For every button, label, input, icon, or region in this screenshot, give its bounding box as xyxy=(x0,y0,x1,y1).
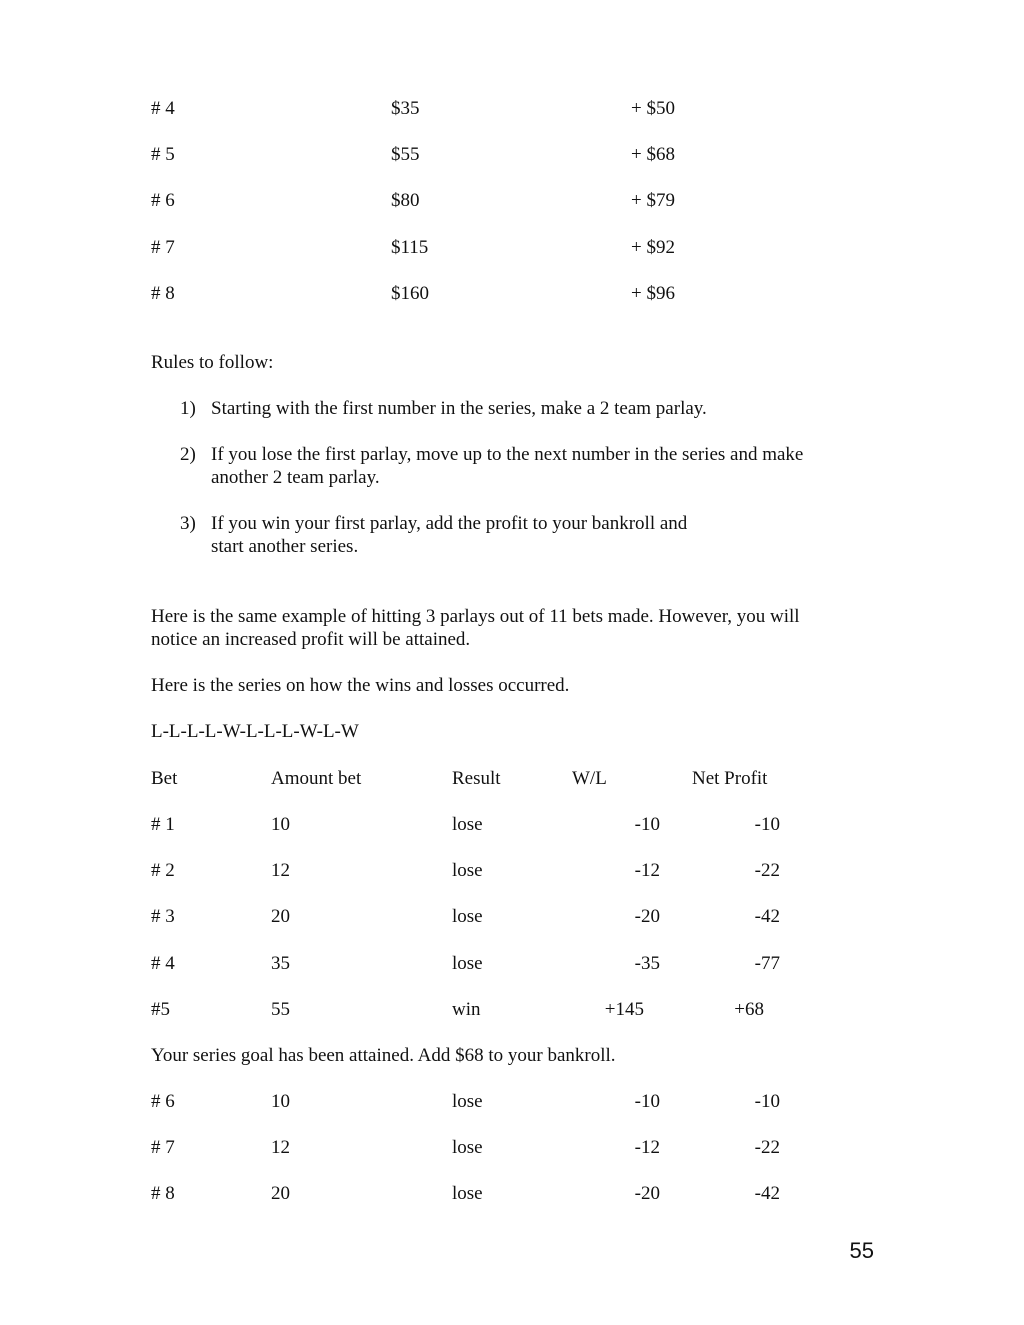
cell-wl: -20 xyxy=(634,906,660,927)
cell-bet: # 2 xyxy=(151,860,175,881)
cell-bet: # 6 xyxy=(151,1091,175,1112)
win-loss-sequence: L-L-L-L-W-L-L-L-W-L-W xyxy=(151,721,359,742)
cell-result: lose xyxy=(452,1137,483,1158)
rule-number: 3) xyxy=(180,513,196,534)
cell-bet: # 1 xyxy=(151,814,175,835)
cell-wl: +145 xyxy=(604,999,644,1020)
cell-net: -42 xyxy=(754,1183,780,1204)
rule-text-continued: another 2 team parlay. xyxy=(211,467,380,488)
example-paragraph-line: notice an increased profit will be attained. xyxy=(151,629,471,650)
cell-amount: 35 xyxy=(271,953,290,974)
series-amount: $160 xyxy=(391,283,429,304)
rules-heading: Rules to follow: xyxy=(151,352,274,373)
series-profit: + $92 xyxy=(631,237,675,258)
cell-bet: # 4 xyxy=(151,953,175,974)
cell-amount: 20 xyxy=(271,906,290,927)
cell-result: lose xyxy=(452,1091,483,1112)
cell-wl: -12 xyxy=(634,1137,660,1158)
header-bet: Bet xyxy=(151,768,178,789)
rule-number: 1) xyxy=(180,398,196,419)
cell-wl: -10 xyxy=(634,1091,660,1112)
cell-bet: # 7 xyxy=(151,1137,175,1158)
cell-result: lose xyxy=(452,1183,483,1204)
header-result: Result xyxy=(452,768,501,789)
cell-net: -42 xyxy=(754,906,780,927)
series-profit: + $96 xyxy=(631,283,675,304)
cell-net: -22 xyxy=(754,1137,780,1158)
rule-text-continued: start another series. xyxy=(211,536,359,557)
series-amount: $80 xyxy=(391,190,420,211)
page-number: 55 xyxy=(849,1238,874,1263)
series-bet: # 4 xyxy=(151,98,175,119)
series-intro: Here is the series on how the wins and losses occurred. xyxy=(151,675,570,696)
header-net-profit: Net Profit xyxy=(692,768,768,789)
cell-result: lose xyxy=(452,906,483,927)
cell-wl: -10 xyxy=(634,814,660,835)
series-profit: + $68 xyxy=(631,144,675,165)
cell-amount: 10 xyxy=(271,1091,290,1112)
cell-result: lose xyxy=(452,860,483,881)
rule-text: If you win your first parlay, add the profit to your bankroll and xyxy=(211,513,688,534)
cell-result: lose xyxy=(452,953,483,974)
series-amount: $35 xyxy=(391,98,420,119)
cell-net: -77 xyxy=(754,953,780,974)
series-amount: $55 xyxy=(391,144,420,165)
cell-net: -10 xyxy=(754,814,780,835)
cell-net: +68 xyxy=(734,999,764,1020)
goal-note: Your series goal has been attained. Add $68 to your bankroll. xyxy=(151,1045,616,1066)
cell-bet: #5 xyxy=(151,999,170,1020)
cell-amount: 10 xyxy=(271,814,290,835)
rule-text: If you lose the first parlay, move up to the next number in the series and make xyxy=(211,444,804,465)
example-paragraph-line: Here is the same example of hitting 3 parlays out of 11 bets made. However, you will xyxy=(151,606,800,627)
series-bet: # 5 xyxy=(151,144,175,165)
series-bet: # 7 xyxy=(151,237,175,258)
cell-wl: -35 xyxy=(634,953,660,974)
series-bet: # 6 xyxy=(151,190,175,211)
cell-amount: 20 xyxy=(271,1183,290,1204)
cell-net: -22 xyxy=(754,860,780,881)
cell-amount: 12 xyxy=(271,860,290,881)
series-profit: + $79 xyxy=(631,190,675,211)
cell-amount: 55 xyxy=(271,999,290,1020)
series-bet: # 8 xyxy=(151,283,175,304)
cell-wl: -20 xyxy=(634,1183,660,1204)
series-amount: $115 xyxy=(391,237,429,258)
rule-number: 2) xyxy=(180,444,196,465)
cell-bet: # 3 xyxy=(151,906,175,927)
header-amount: Amount bet xyxy=(271,768,362,789)
cell-bet: # 8 xyxy=(151,1183,175,1204)
cell-wl: -12 xyxy=(634,860,660,881)
cell-amount: 12 xyxy=(271,1137,290,1158)
cell-net: -10 xyxy=(754,1091,780,1112)
header-wl: W/L xyxy=(572,768,607,789)
cell-result: win xyxy=(452,999,481,1020)
rule-text: Starting with the first number in the series, make a 2 team parlay. xyxy=(211,398,707,419)
series-profit: + $50 xyxy=(631,98,675,119)
cell-result: lose xyxy=(452,814,483,835)
